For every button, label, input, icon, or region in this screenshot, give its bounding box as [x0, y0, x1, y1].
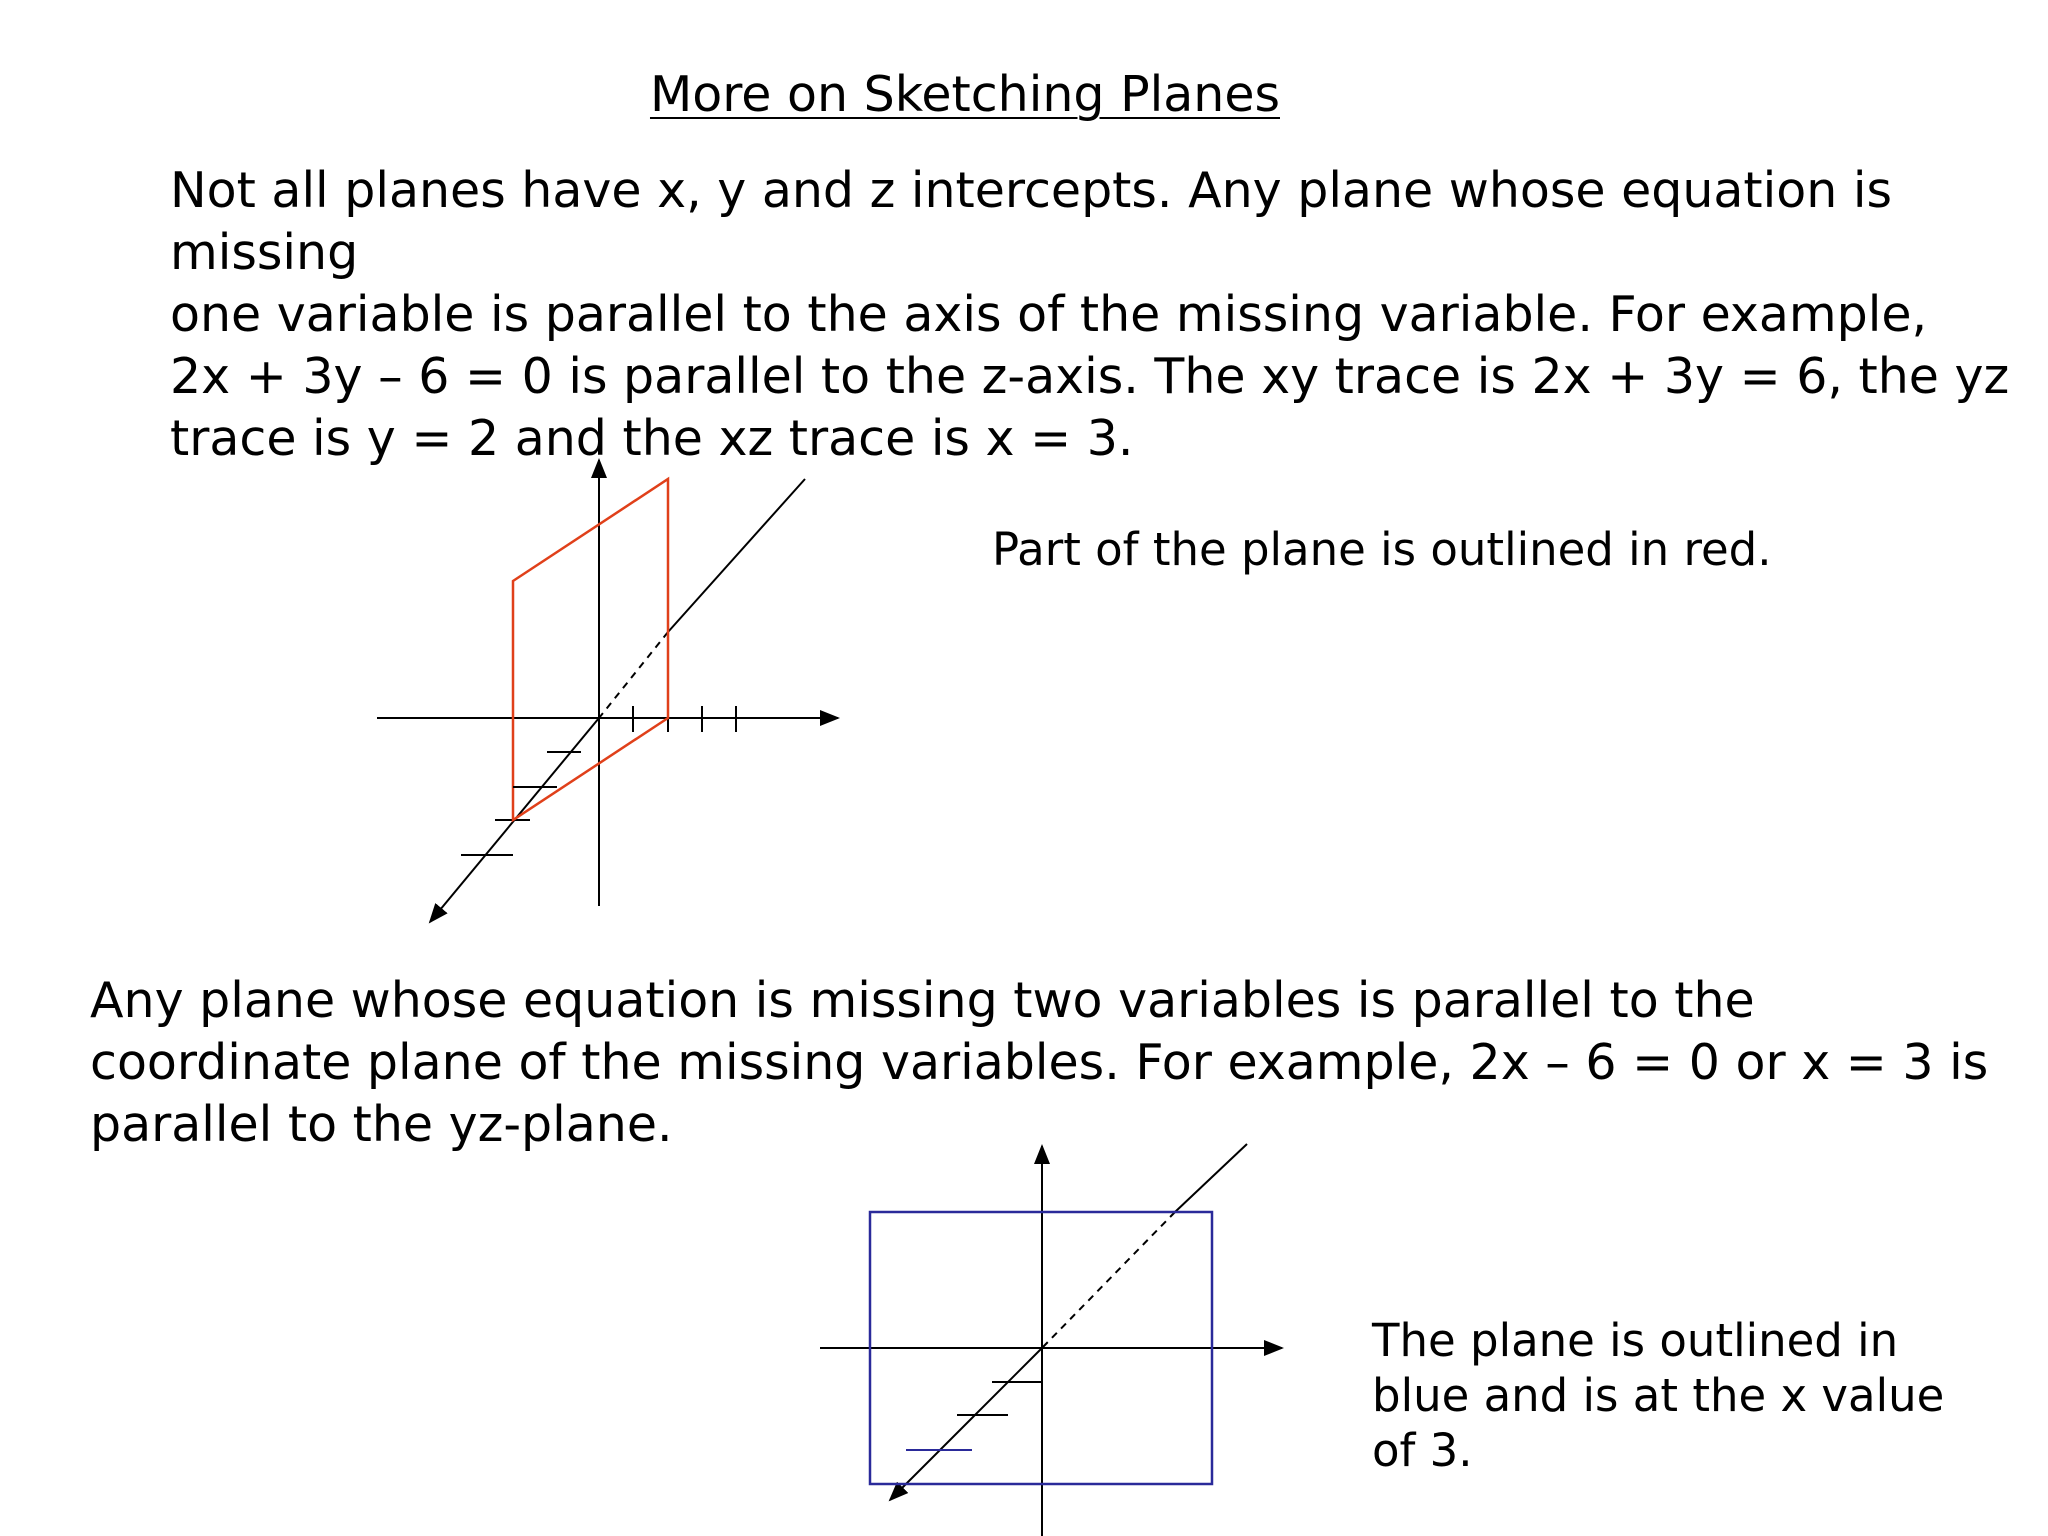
x-axis-2-dashed — [1042, 1212, 1175, 1348]
plane-outline-red — [513, 479, 668, 820]
intro-paragraph: Not all planes have x, y and z intercepts. Any plane whose equation is missing one variable is parallel to the axis of the missing variable. For example, 2x + 3y – 6 = 0 is parallel to the z-axis. The xy trace is 2x + 3y = 6, the yz trace is y = 2 and the xz trace is x = 3. — [170, 162, 2010, 467]
x-axis-back — [668, 479, 805, 632]
diagram-plane-parallel-z-axis — [377, 460, 838, 922]
x-axis-dashed — [599, 632, 668, 718]
page-title: More on Sketching Planes — [649, 66, 1280, 123]
x-axis-2-front — [890, 1348, 1042, 1500]
diagram-plane-parallel-yz-plane — [820, 1144, 1282, 1536]
caption-red-plane: Part of the plane is outlined in red. — [992, 523, 1772, 576]
caption-blue-plane: The plane is outlined in blue and is at the x value of 3. — [1372, 1314, 1945, 1477]
second-paragraph: Any plane whose equation is missing two variables is parallel to the coordinate plane of the missing variables. For example, 2x – 6 = 0 or x = 3 is parallel to the yz-plane. — [90, 972, 1989, 1153]
